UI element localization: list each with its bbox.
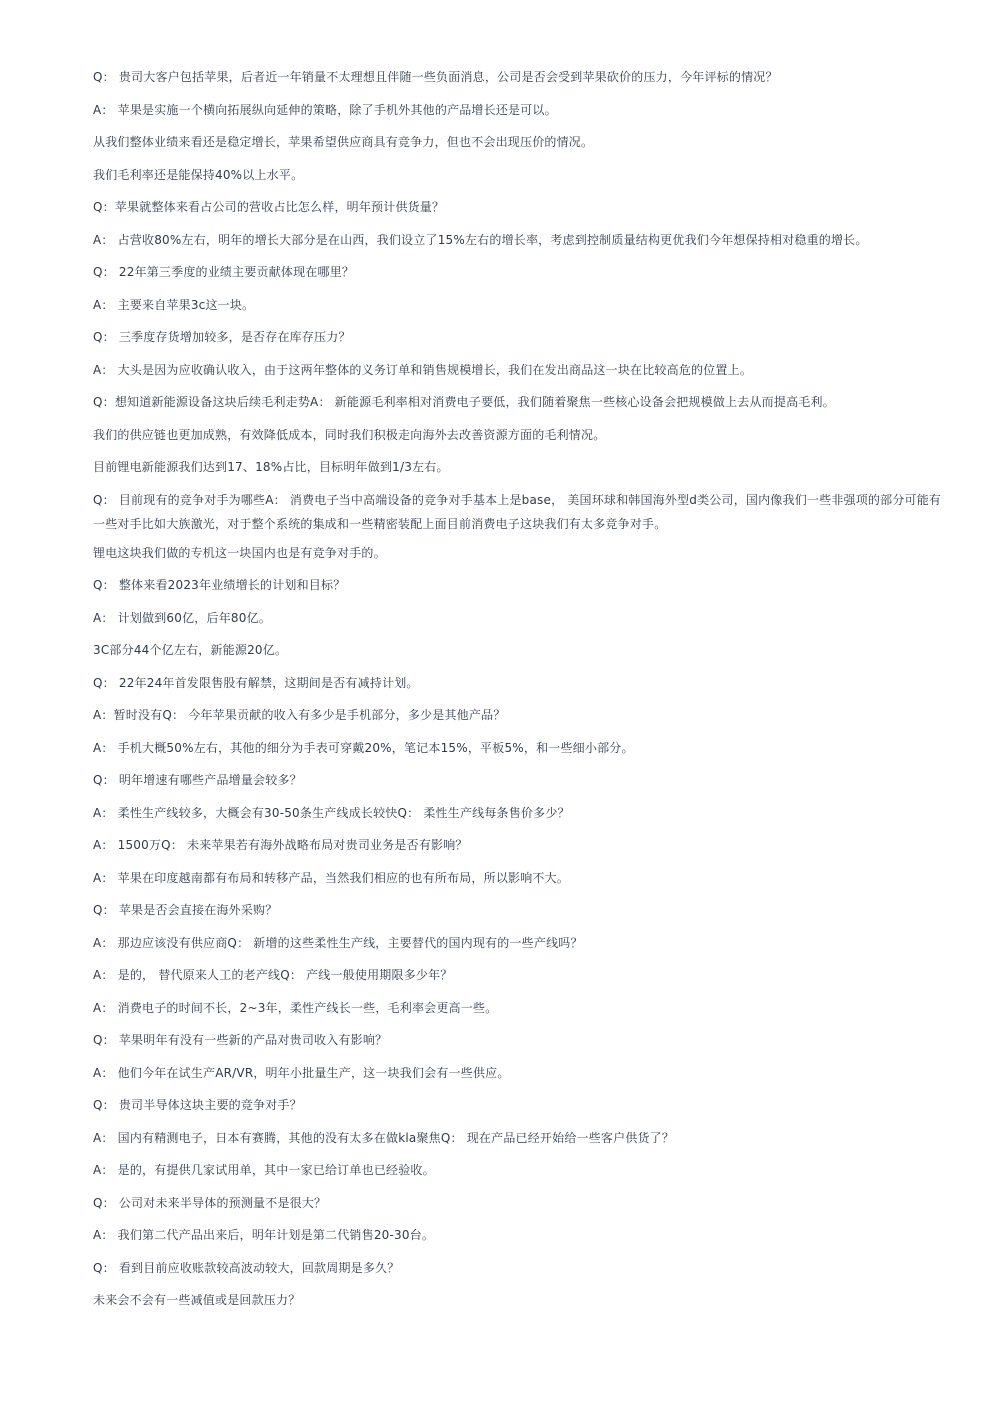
paragraph-16: Q： 整体来看2023年业绩增长的计划和目标？ [93, 578, 346, 592]
paragraph-1: Q： 贵司大客户包括苹果，后者近一年销量不太理想且伴随一些负面消息，公司是否会受到苹果砍价的压力，今年评标的情况？ [93, 70, 778, 84]
paragraph-28: A： 是的， 替代原来人工的老产线Q： 产线一般使用期限多少年？ [93, 968, 453, 982]
paragraph-35: Q： 公司对未来半导体的预测量不是很大？ [93, 1195, 327, 1210]
paragraph-19: Q： 22年24年首发限售股有解禁，这期间是否有减持计划。 [93, 675, 419, 690]
paragraph-36: A： 我们第二代产品出来后，明年计划是第二代销售20-30台。 [93, 1228, 435, 1242]
paragraph-6: A： 占营收80%左右，明年的增长大部分是在山西，我们设立了15%左右的增长率，考虑到控制质量结构更优我们今年想保持相对稳重的增长。 [93, 232, 868, 247]
paragraph-30: Q： 苹果明年有没有一些新的产品对贵司收入有影响？ [93, 1033, 388, 1047]
paragraph-26: Q： 苹果是否会直接在海外采购？ [93, 903, 278, 917]
paragraph-4: 我们毛利率还是能保持40%以上水平。 [93, 167, 304, 182]
paragraph-15: 锂电这块我们做的专机这一块国内也是有竞争对手的。 [93, 545, 386, 560]
paragraph-12: 我们的供应链也更加成熟，有效降低成本，同时我们积极走向海外去改善资源方面的毛利情况。 [93, 427, 606, 442]
paragraph-33: A： 国内有精测电子，日本有赛腾，其他的没有太多在做kla聚焦Q： 现在产品已经开始给一些客户供货了？ [93, 1130, 675, 1145]
paragraph-37: Q： 看到目前应收账款较高波动较大，回款周期是多久？ [93, 1260, 400, 1275]
paragraph-25: A： 苹果在印度越南都有布局和转移产品，当然我们相应的也有所布局，所以影响不大。 [93, 870, 570, 885]
paragraph-8: A： 主要来自苹果3c这一块。 [93, 297, 255, 312]
paragraph-22: Q： 明年增速有哪些产品增量会较多？ [93, 773, 302, 787]
paragraph-18: 3C部分44个亿左右，新能源20亿。 [93, 643, 288, 657]
paragraph-9: Q： 三季度存货增加较多，是否存在库存压力？ [93, 330, 351, 344]
paragraph-24: A： 1500万Q： 未来苹果若有海外战略布局对贵司业务是否有影响？ [93, 838, 468, 852]
paragraph-11: Q：想知道新能源设备这块后续毛利走势A： 新能源毛利率相对消费电子要低，我们随着聚焦一些核心设备会把规模做上去从而提高毛利。 [93, 395, 835, 409]
paragraph-38: 未来会不会有一些减值或是回款压力？ [93, 1293, 301, 1307]
paragraph-3: 从我们整体业绩来看还是稳定增长，苹果希望供应商具有竞争力，但也不会出现压价的情况。 [93, 135, 594, 149]
paragraph-10: A： 大头是因为应收确认收入，由于这两年整体的义务订单和销售规模增长，我们在发出商品这一块在比较高危的位置上。 [93, 362, 753, 377]
paragraph-31: A： 他们今年在试生产AR/VR，明年小批量生产，这一块我们会有一些供应。 [93, 1065, 510, 1080]
document-body [93, 68, 943, 1324]
paragraph-21: A： 手机大概50%左右，其他的细分为手表可穿戴20%，笔记本15%，平板5%，和一些细小部分。 [93, 740, 634, 755]
paragraph-13: 目前锂电新能源我们达到17、18%占比，目标明年做到1/3左右。 [93, 460, 449, 474]
paragraph-34: A： 是的，有提供几家试用单，其中一家已给订单也已经验收。 [93, 1163, 435, 1177]
paragraph-5: Q：苹果就整体来看占公司的营收占比怎么样，明年预计供货量？ [93, 200, 445, 214]
paragraph-29: A： 消费电子的时间不长，2~3年，柔性产线长一些，毛利率会更高一些。 [93, 1000, 498, 1015]
paragraph-32: Q： 贵司半导体这块主要的竞争对手？ [93, 1098, 302, 1112]
paragraph-20: A：暂时没有Q： 今年苹果贡献的收入有多少是手机部分，多少是其他产品？ [93, 708, 506, 722]
paragraph-2: A： 苹果是实施一个横向拓展纵向延伸的策略，除了手机外其他的产品增长还是可以。 [93, 102, 557, 117]
paragraph-14: Q： 目前现有的竞争对手为哪些A： 消费电子当中高端设备的竞争对手基本上是base， 美国环球和韩国海外型d类公司，国内像我们一些非强项的部分可能有一些对手比如大族激光，对于整个系统的集成和一些精密装配上面目前消费电子这块我们有太多竞争对手。 [93, 492, 942, 531]
paragraph-17: A： 计划做到60亿，后年80亿。 [93, 610, 271, 625]
paragraph-27: A： 那边应该没有供应商Q： 新增的这些柔性生产线，主要替代的国内现有的一些产线吗？ [93, 935, 583, 950]
paragraph-23: A： 柔性生产线较多，大概会有30-50条生产线成长较快Q： 柔性生产线每条售价多少？ [93, 805, 570, 820]
paragraph-7: Q： 22年第三季度的业绩主要贡献体现在哪里？ [93, 265, 355, 279]
